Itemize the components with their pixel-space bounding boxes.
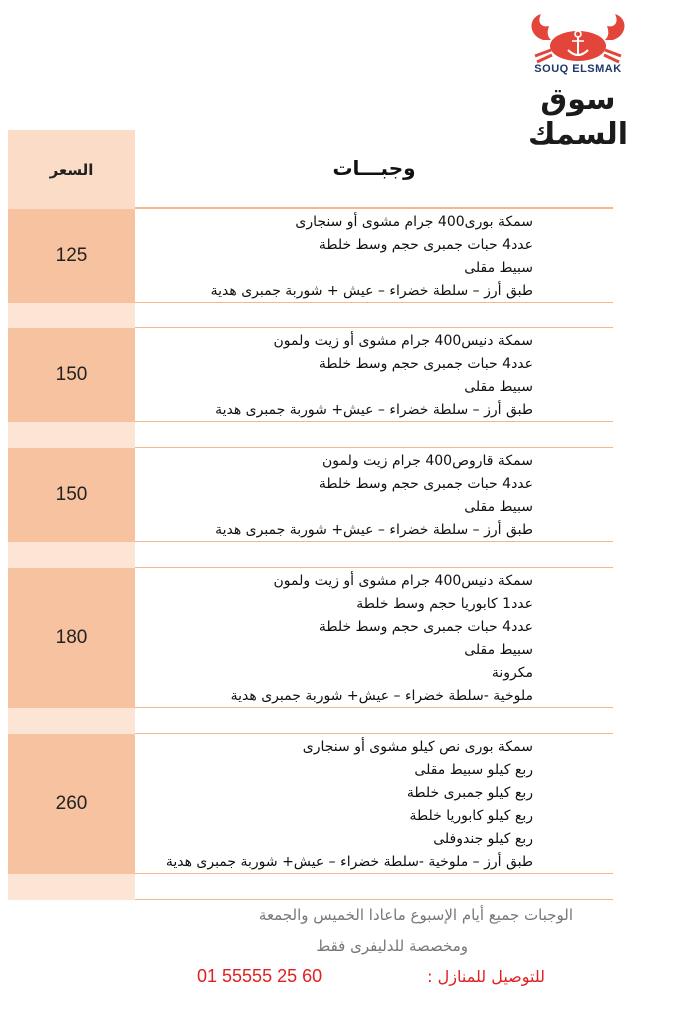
meal-item: ربع كيلو جندوفلى [433,831,533,847]
meal-item: ربع كيلو جمبرى خلطة [406,785,533,801]
meal-item: سمكة دنيس400 جرام مشوى أو زيت ولمون [273,333,533,349]
meal-item: عدد4 حبات جمبرى حجم وسط خلطة [318,237,533,253]
brand-name-en: SOUQ ELSMAK [534,63,622,75]
brand-logo [503,10,653,152]
meal-item: سبيط مقلى [464,260,533,276]
delivery-phone-number[interactable]: 01 55555 25 60 [197,966,323,986]
meal-item: سبيط مقلى [464,642,533,658]
row-spacer [8,303,613,328]
meal-price: 180 [8,568,135,708]
row-spacer [8,542,613,568]
meal-description [135,209,613,303]
meal-item: طبق أرز – سلطة خضراء – عيش+ شوربة جمبرى هدية [215,402,533,418]
meal-item: مكرونة [491,665,533,681]
row-spacer [8,422,613,448]
meal-price: 150 [8,328,135,422]
meal-description [135,734,613,874]
row-spacer [8,708,613,734]
menu-table [8,130,613,900]
meal-item: سمكة بورى400 جرام مشوى أو سنجارى [295,214,533,230]
meal-item: عدد4 حبات جمبرى حجم وسط خلطة [318,476,533,492]
meal-price: 150 [8,448,135,542]
meal-item: ربع كيلو كابوريا خلطة [409,808,533,824]
price-column-header: السعر [8,130,135,209]
meal-description [135,448,613,542]
meal-item: سبيط مقلى [464,379,533,395]
meal-item: عدد1 كابوريا حجم وسط خلطة [356,596,533,612]
meals-column-header: وجبـــات [135,130,613,209]
meal-description [135,568,613,708]
row-spacer [8,874,613,900]
meal-description [135,328,613,422]
meal-item: سمكة بورى نص كيلو مشوى أو سنجارى [302,739,533,755]
meal-item: ملوخية -سلطة خضراء – عيش+ شوربة جمبرى هدية [230,688,533,704]
delivery-label: للتوصيل للمنازل : [427,967,545,986]
brand-name-ar: سوق السمك [527,82,629,152]
meal-price: 260 [8,734,135,874]
meal-price: 125 [8,209,135,303]
meal-item: سمكة قاروص400 جرام زيت ولمون [322,453,533,469]
meal-item: عدد4 حبات جمبرى حجم وسط خلطة [318,619,533,635]
table-header [8,130,613,209]
table-row [8,209,613,303]
table-row [8,448,613,542]
availability-note: الوجبات جميع أيام الإسبوع ماعادا الخميس والجمعة [258,906,573,924]
table-row [8,328,613,422]
meal-item: سمكة دنيس400 جرام مشوى أو زيت ولمون [273,573,533,589]
meal-item: عدد4 حبات جمبرى حجم وسط خلطة [318,356,533,372]
delivery-only-note: ومخصصة للدليفرى فقط [316,937,468,955]
table-row [8,568,613,708]
meal-item: طبق أرز – سلطة خضراء – عيش + شوربة جمبرى هدية [210,283,533,299]
table-row [8,734,613,874]
meal-item: طبق أرز – ملوخية -سلطة خضراء – عيش+ شوربة جمبرى هدية [165,854,533,870]
crab-anchor-icon [523,10,633,65]
meal-item: طبق أرز – سلطة خضراء – عيش+ شوربة جمبرى هدية [215,522,533,538]
meal-item: ربع كيلو سبيط مقلى [414,762,533,778]
meal-item: سبيط مقلى [464,499,533,515]
